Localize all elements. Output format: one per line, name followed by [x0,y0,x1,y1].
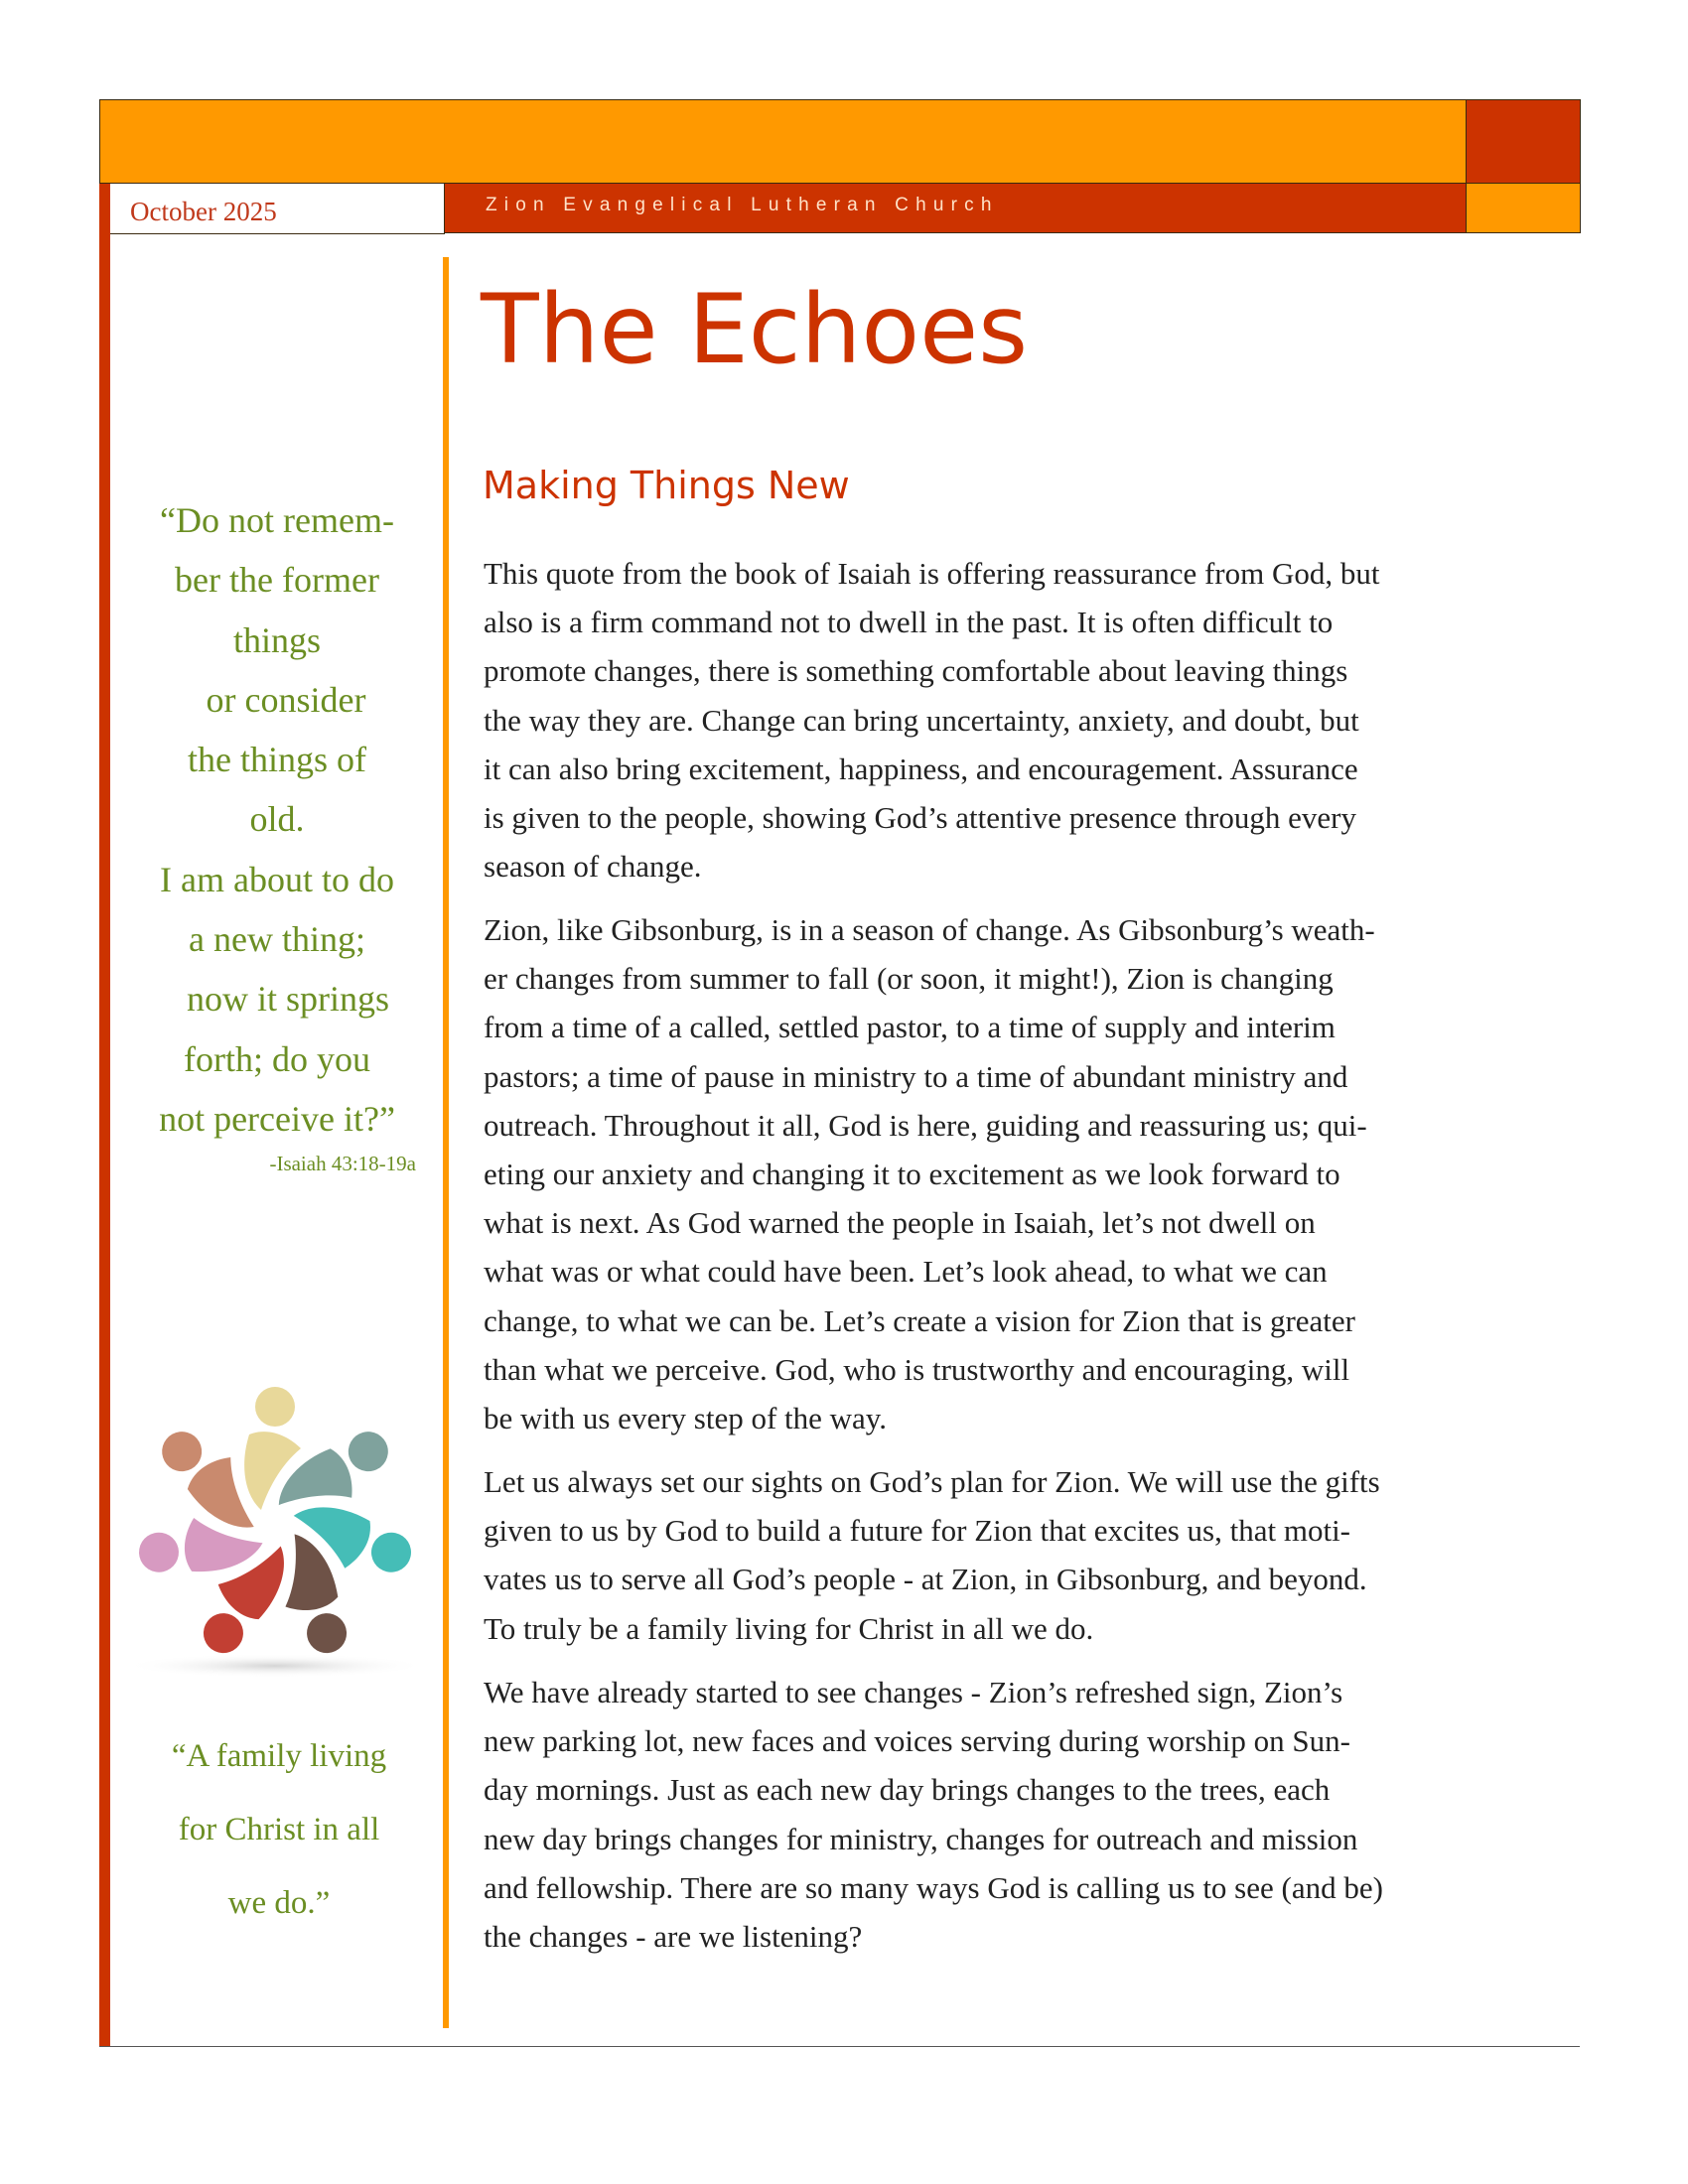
paragraph-line: Zion, like Gibsonburg, is in a season of change. As Gibsonburg’s weath- [484,912,1375,947]
article-heading: Making Things New [483,464,850,507]
paragraph-line: what is next. As God warned the people in Isaiah, let’s not dwell on [484,1205,1316,1241]
scripture-quote [119,490,435,1149]
logo-person-head [197,1606,249,1659]
church-motto [139,1719,419,1940]
paragraph-line: and fellowship. There are so many ways God is calling us to see (and be) [484,1869,1383,1905]
quote-line: forth; do you [184,1038,370,1079]
motto-line: “A family living [171,1738,387,1774]
paragraph-line: eting our anxiety and changing it to excitement as we look forward to [484,1157,1340,1192]
footer-rule [99,2046,1580,2047]
issue-date: October 2025 [130,197,277,226]
paragraph-line: the way they are. Change can bring uncertainty, anxiety, and doubt, but [484,702,1359,738]
quote-line: things [232,619,321,660]
paragraph-line: be with us every step of the way. [484,1401,888,1436]
paragraph-line: the changes - are we listening? [484,1919,863,1955]
paragraph-line: season of change. [484,849,702,885]
paragraph-line: day mornings. Just as each new day brings changes to the trees, each [484,1772,1331,1808]
paragraph-line: it can also bring excitement, happiness, and encouragement. Assurance [484,751,1358,786]
logo-person-head [300,1606,352,1659]
logo-person-head [367,1529,415,1576]
header-orange-band [99,99,1467,184]
paragraph-line: outreach. Throughout it all, God is here, guiding and reassuring us; qui- [484,1107,1367,1143]
logo-shadow [124,1654,426,1678]
paragraph-line: pastors; a time of pause in ministry to a time of abundant ministry and [484,1058,1348,1094]
logo-person-head [255,1387,295,1427]
paragraph-line: is given to the people, showing God’s attentive presence through every [484,800,1356,836]
quote-line: I am about to do [160,859,394,899]
article-paragraph [484,1668,1383,1961]
quote-line: not perceive it?” [159,1098,395,1139]
scripture-citation: -Isaiah 43:18-19a [269,1152,416,1175]
quote-line: the things of [188,740,366,780]
paragraph-line: Let us always set our sights on God’s plan for Zion. We will use the gifts [484,1464,1380,1499]
quote-line: now it springs [186,979,389,1020]
quote-line: a new thing; [189,919,365,960]
quote-line: old. [249,799,305,840]
header-red-corner [1467,99,1581,184]
logo-person-head [135,1529,183,1576]
motto-line: for Christ in all [178,1812,380,1847]
paragraph-line: given to us by God to build a future for Zion that excites us, that moti- [484,1513,1351,1549]
paragraph-line: change, to what we can be. Let’s create a vision for Zion that is greater [484,1302,1355,1338]
paragraph-line: from a time of a called, settled pastor, to a time of supply and interim [484,1010,1336,1045]
quote-line: ber the former [175,560,379,601]
left-accent-rule [99,184,110,2047]
newsletter-title: The Echoes [481,274,1029,385]
paragraph-line: This quote from the book of Isaiah is offering reassurance from God, but [484,556,1380,591]
paragraph-line: what was or what could have been. Let’s look ahead, to what we can [484,1254,1328,1290]
header-orange-corner [1467,184,1581,233]
article-paragraph [484,1457,1380,1653]
paragraph-line: than what we perceive. God, who is trustworthy and encouraging, will [484,1351,1350,1387]
church-name: Zion Evangelical Lutheran Church [486,195,999,215]
paragraph-line: We have already started to see changes - Zion’s refreshed sign, Zion’s [484,1675,1343,1709]
quote-line: “Do not remem- [160,500,394,540]
article-paragraph [484,905,1375,1442]
community-circle-icon [119,1355,431,1683]
paragraph-line: new parking lot, new faces and voices serving during worship on Sun- [484,1723,1350,1759]
article-paragraph [484,549,1380,890]
column-divider-rule [443,257,449,2028]
paragraph-line: promote changes, there is something comfortable about leaving things [484,653,1348,689]
paragraph-line: er changes from summer to fall (or soon, it might!), Zion is changing [484,961,1334,997]
paragraph-line: To truly be a family living for Christ in all we do. [484,1610,1094,1646]
motto-line: we do.” [227,1885,331,1921]
paragraph-line: also is a firm command not to dwell in the past. It is often difficult to [484,605,1334,640]
quote-line: or consider [206,679,366,720]
paragraph-line: vates us to serve all God’s people - at Zion, in Gibsonburg, and beyond. [484,1562,1367,1597]
paragraph-line: new day brings changes for ministry, changes for outreach and mission [484,1821,1358,1856]
